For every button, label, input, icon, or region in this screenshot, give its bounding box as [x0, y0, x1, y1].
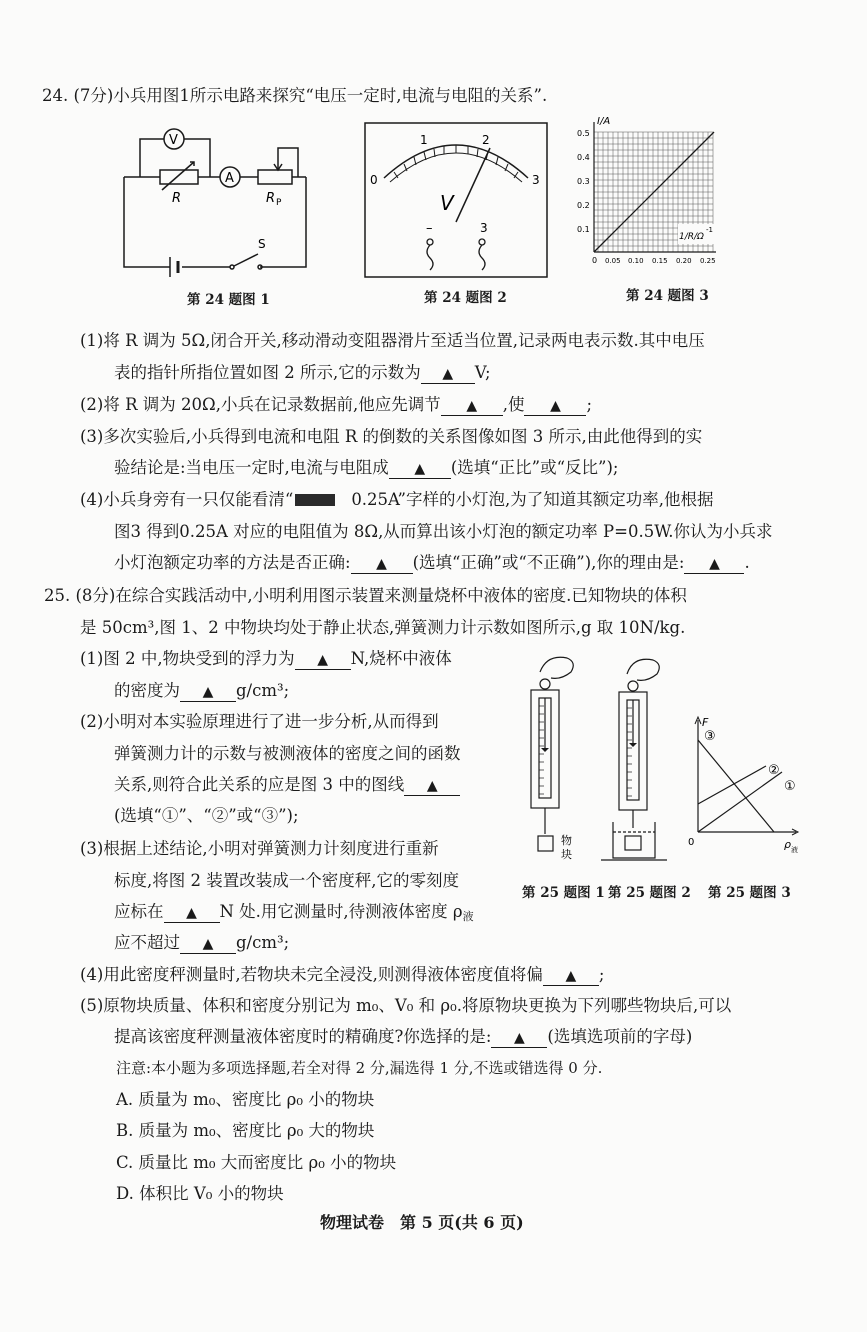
fig25-3-label-3: ③: [704, 729, 716, 744]
answer-mark: ▲: [709, 556, 720, 572]
q24-fig2-caption: 第 24 题图 2: [424, 290, 507, 306]
q24-fig2-dial: [364, 122, 548, 278]
dial-scale-1: 1: [420, 133, 428, 147]
q24-p4-blank2[interactable]: [684, 554, 744, 574]
q25-p3-blank2[interactable]: [180, 934, 236, 954]
q24-p4a: (4)小兵身旁有一只仅能看清“: [80, 490, 294, 509]
q25-p2-blank[interactable]: [404, 776, 460, 796]
fig3-xtick-0.05: 0.05: [605, 257, 621, 265]
q24-p4a2: 0.25A”字样的小灯泡,为了知道其额定功率,他根据: [351, 490, 714, 509]
q25-p5-line2: [114, 1026, 692, 1048]
q24-p4-line3: [114, 552, 750, 574]
fig25-1-block-label-1: 物: [561, 834, 572, 847]
q25-fig3-caption: 第 25 题图 3: [708, 885, 791, 901]
q24-p4-blank1[interactable]: [351, 554, 413, 574]
q24-p4-line1: [80, 489, 713, 511]
q25-p5-blank[interactable]: [491, 1028, 547, 1048]
q24-p2c: ;: [586, 395, 593, 414]
q25-option-b: B. 质量为 m₀、密度比 ρ₀ 大的物块: [116, 1121, 375, 1140]
q24-fig1-circuit: [110, 122, 320, 282]
fig3-ytick-0.3: 0.3: [577, 177, 590, 186]
q24-p2-blank2[interactable]: [524, 396, 586, 416]
rheostat-label: R: [266, 191, 276, 206]
q24-p4b: 图3 得到0.25A 对应的电阻值为 8Ω,从而算出该小灯泡的额定功率 P=0.5W.你认为小兵求: [114, 522, 773, 541]
obscured-label-block: [295, 494, 335, 506]
q25-p1-blank1[interactable]: [295, 650, 351, 670]
q25-fig3-graph: [686, 712, 806, 862]
answer-mark: ▲: [565, 968, 577, 984]
q25-p3e: 应不超过: [114, 933, 180, 952]
dial-scale-0: 0: [370, 173, 378, 187]
q24-p1b: 表的指针所指位置如图 2 所示,它的示数为: [114, 363, 421, 382]
fig3-xtick-0.15: 0.15: [652, 257, 668, 265]
q25-fig12-spring-scales: [515, 650, 695, 875]
q25-p3c: 应标在: [114, 902, 164, 921]
q24-p3b: 验结论是:当电压一定时,电流与电阻成: [114, 458, 389, 477]
q25-p3f: g/cm³;: [236, 933, 290, 952]
q24-p2-blank1[interactable]: [441, 396, 503, 416]
q25-p5b: 提高该密度秤测量液体密度时的精确度?你选择的是:: [114, 1027, 492, 1046]
q24-intro-text: (7分)小兵用图1所示电路来探究“电压一定时,电流与电阻的关系”.: [73, 86, 548, 105]
q25-p4: (4)用此密度秤测量时,若物块未完全浸没,则测得液体密度值将偏: [80, 965, 543, 984]
q25-p1a: (1)图 2 中,物块受到的浮力为: [80, 649, 295, 668]
q25-p1d: g/cm³;: [236, 681, 290, 700]
fig3-xtick-0.25: 0.25: [700, 257, 716, 265]
ammeter-label: A: [225, 171, 234, 186]
q25-fig1-caption: 第 25 题图 1: [522, 885, 605, 901]
q25-p1c: 的密度为: [114, 681, 180, 700]
q25-p1b: N,烧杯中液体: [350, 649, 452, 668]
rheostat-sub-label: P: [276, 198, 282, 208]
q25-p4-blank[interactable]: [543, 966, 599, 986]
q25-p2a: (2)小明对本实验原理进行了进一步分析,从而得到: [80, 712, 439, 731]
fig3-ytick-0.2: 0.2: [577, 201, 590, 210]
q25-intro-text: (8分)在综合实践活动中,小明利用图示装置来测量烧杯中液体的密度.已知物块的体积: [75, 586, 687, 605]
fig3-ytick-0.1: 0.1: [577, 225, 590, 234]
q25-note: 注意:本小题为多项选择题,若全对得 2 分,漏选得 1 分,不选或错选得 0 分.: [116, 1059, 603, 1077]
q25-option-c: C. 质量比 m₀ 大而密度比 ρ₀ 小的物块: [116, 1153, 397, 1172]
q25-fig2-caption: 第 25 题图 2: [608, 885, 691, 901]
q24-p4d: (选填“正确”或“不正确”),你的理由是:: [412, 553, 685, 572]
q25-intro2: 是 50cm³,图 1、2 中物块均处于静止状态,弹簧测力计示数如图所示,g 取 10N/kg.: [80, 618, 686, 637]
q24-p2: [80, 394, 592, 416]
fig3-xtick-0.20: 0.20: [676, 257, 692, 265]
fig3-ytick-0.5: 0.5: [577, 129, 590, 138]
page-footer: 物理试卷 第 5 页(共 6 页): [320, 1213, 524, 1232]
fig25-3-origin: 0: [688, 837, 695, 848]
q24-p4e: .: [744, 553, 750, 572]
q25-p3-line4: [114, 932, 289, 954]
q25-p1-line1: [80, 648, 452, 670]
dial-needle: [456, 148, 490, 222]
fig3-xlabel: 1/R/Ω: [679, 232, 704, 242]
dial-scale-2: 2: [482, 133, 490, 147]
q25-p3d: N 处.用它测量时,待测液体密度 ρ: [219, 902, 463, 921]
fig25-3-xlabel-sub: 液: [791, 846, 798, 854]
answer-mark: ▲: [202, 684, 214, 700]
q24-fig1-caption: 第 24 题图 1: [187, 292, 270, 308]
fig3-xtick-0: 0: [592, 256, 598, 265]
q24-p1c: V;: [474, 363, 491, 382]
q25-intro: [44, 585, 687, 607]
fig25-3-label-2: ②: [768, 763, 780, 778]
switch-label: S: [258, 237, 266, 251]
q25-p1-line2: [114, 680, 289, 702]
fig25-3-xlabel: ρ: [784, 838, 791, 851]
q25-p2b: 弹簧测力计的示数与被测液体的密度之间的函数: [114, 744, 461, 763]
q25-p3a: (3)根据上述结论,小明对弹簧测力计刻度进行重新: [80, 839, 439, 858]
q24-p1-line2: [114, 362, 491, 384]
fig25-3-ylabel: F: [702, 716, 709, 729]
q25-p2c: 关系,则符合此关系的应是图 3 中的图线: [114, 775, 405, 794]
q24-p1a: (1)将 R 调为 5Ω,闭合开关,移动滑动变阻器滑片至适当位置,记录两电表示数.其中电压: [80, 331, 705, 350]
q25-p5a: (5)原物块质量、体积和密度分别记为 m₀、V₀ 和 ρ₀.将原物块更换为下列哪些物块后,可以: [80, 996, 732, 1015]
fig25-3-label-1: ①: [784, 779, 796, 794]
answer-mark: ▲: [466, 398, 478, 414]
q24-p1-blank[interactable]: [421, 364, 475, 384]
q25-p1-blank2[interactable]: [180, 682, 236, 702]
q24-p3c: (选填“正比”或“反比”);: [450, 458, 619, 477]
answer-mark: ▲: [202, 936, 214, 952]
fig3-ylabel: I/A: [597, 116, 611, 127]
answer-mark: ▲: [550, 398, 561, 414]
dial-terminal-minus: –: [426, 221, 433, 236]
q24-p4c: 小灯泡额定功率的方法是否正确:: [114, 553, 351, 572]
fig25-1-block-label-2: 块: [561, 848, 572, 861]
answer-mark: ▲: [442, 366, 454, 382]
q24-intro: [42, 85, 547, 107]
answer-mark: ▲: [414, 461, 426, 477]
answer-mark: ▲: [186, 905, 197, 921]
q25-option-a: A. 质量为 m₀、密度比 ρ₀ 小的物块: [116, 1090, 375, 1109]
fig3-xtick-0.10: 0.10: [628, 257, 644, 265]
answer-mark: ▲: [514, 1030, 525, 1046]
voltmeter-label: V: [169, 133, 178, 148]
q24-p3-blank[interactable]: [389, 459, 451, 479]
q25-p3-line3: [114, 901, 474, 928]
q25-p4b: ;: [598, 965, 605, 984]
answer-mark: ▲: [376, 556, 387, 572]
q25-p3b: 标度,将图 2 装置改装成一个密度秤,它的零刻度: [114, 871, 459, 890]
q24-p2a: (2)将 R 调为 20Ω,小兵在记录数据前,他应先调节: [80, 395, 441, 414]
q25-p3-blank1[interactable]: [164, 903, 220, 923]
q24-fig3-caption: 第 24 题图 3: [626, 288, 709, 304]
answer-mark: ▲: [317, 652, 328, 668]
dial-scale-3: 3: [532, 173, 540, 187]
dial-center-label: V: [440, 191, 454, 215]
fig3-ytick-0.4: 0.4: [577, 153, 590, 162]
q25-number: 25.: [44, 586, 71, 605]
answer-mark: ▲: [426, 778, 438, 794]
q25-p5c: (选填选项前的字母): [547, 1027, 693, 1046]
q25-p2-line3: [114, 774, 460, 796]
dial-terminal-3: 3: [480, 221, 488, 235]
q25-p2d: (选填“①”、“②”或“③”);: [114, 806, 299, 825]
resistor-label: R: [172, 191, 182, 206]
fig25-3-curve-2: [698, 766, 766, 804]
q25-option-d: D. 体积比 V₀ 小的物块: [116, 1184, 284, 1203]
q25-p3d-sub: 液: [462, 910, 474, 923]
q24-p2b: ,使: [502, 395, 525, 414]
q25-p4-line: [80, 964, 604, 986]
q24-p3-line2: [114, 457, 619, 479]
q24-p3a: (3)多次实验后,小兵得到电流和电阻 R 的倒数的关系图像如图 3 所示,由此他得到的实: [80, 427, 703, 446]
q24-number: 24.: [42, 86, 69, 105]
fig3-xlabel-sup: -1: [706, 226, 713, 234]
q24-fig3-graph: [568, 112, 718, 272]
